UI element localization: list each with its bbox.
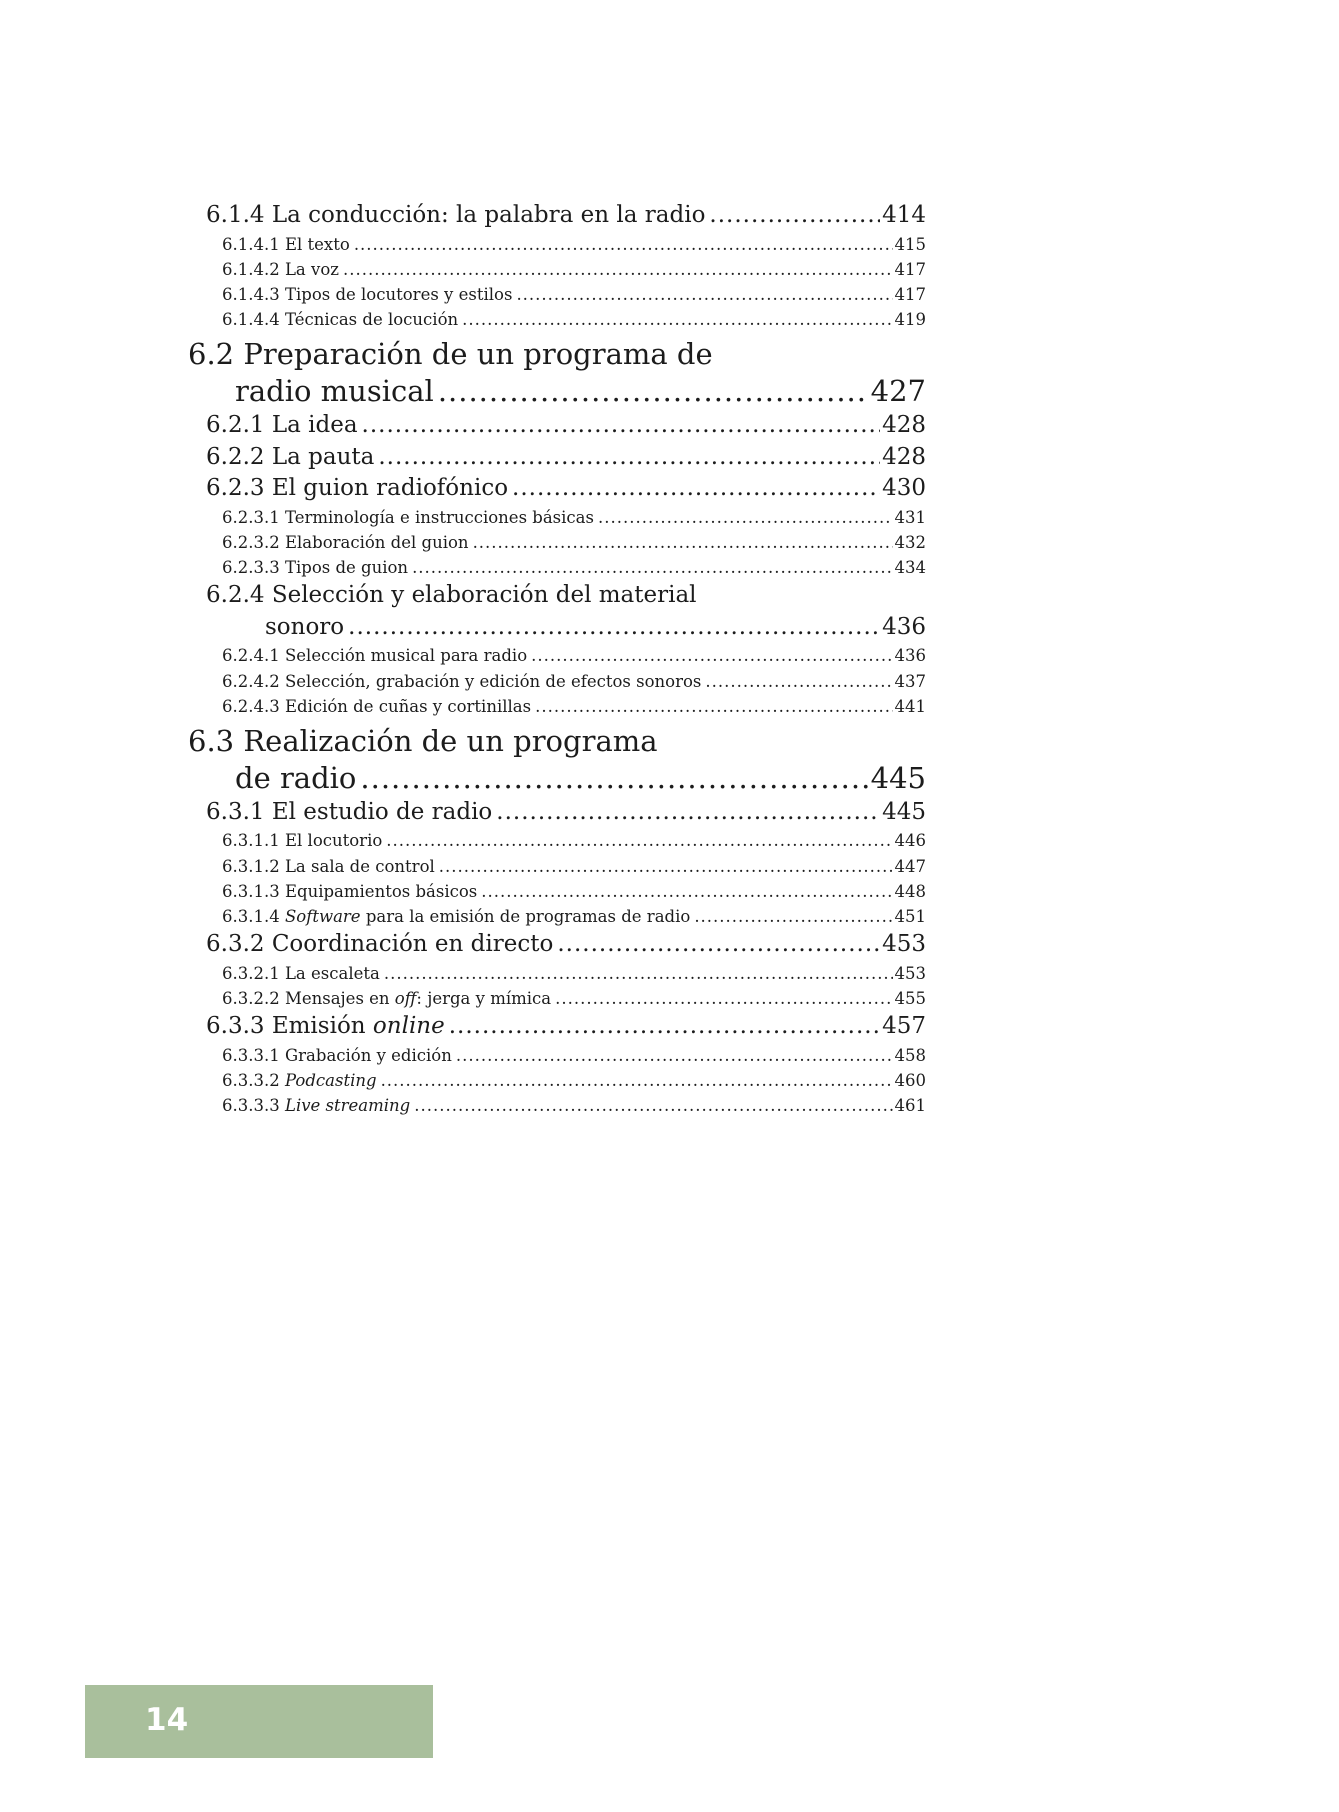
toc-entry[interactable] bbox=[188, 473, 926, 505]
toc-section-heading[interactable] bbox=[188, 723, 926, 797]
dot-leader bbox=[535, 694, 892, 719]
toc-entry-two-line[interactable] bbox=[188, 580, 926, 643]
toc-entry-title-pre: 6.3.2.2 Mensajes en bbox=[222, 988, 390, 1008]
dot-leader bbox=[384, 961, 893, 986]
toc-entry-italic-term: Live streaming bbox=[284, 1095, 411, 1115]
toc-entry[interactable] bbox=[188, 1043, 926, 1068]
toc-entry[interactable] bbox=[188, 694, 926, 719]
toc-entry-number: 6.3.3.3 bbox=[222, 1095, 280, 1115]
dot-leader bbox=[456, 1043, 893, 1068]
toc-entry[interactable] bbox=[188, 282, 926, 307]
toc-entry[interactable] bbox=[188, 879, 926, 904]
dot-leader bbox=[378, 442, 880, 474]
toc-entry-title: 6.1.4.4 Técnicas de locución bbox=[222, 310, 459, 330]
toc-entry[interactable] bbox=[188, 929, 926, 961]
dot-leader bbox=[343, 257, 893, 282]
toc-entry-page: 445 bbox=[882, 798, 926, 825]
toc-entry-title bbox=[222, 1068, 377, 1093]
toc-entry-title: 6.3.1.2 La sala de control bbox=[222, 856, 435, 876]
toc-entry[interactable] bbox=[188, 986, 926, 1011]
toc-entry[interactable] bbox=[188, 232, 926, 257]
toc-entry-page: 458 bbox=[894, 1045, 926, 1065]
dot-leader bbox=[381, 1068, 893, 1093]
dot-leader bbox=[705, 669, 892, 694]
toc-entry-title bbox=[206, 1011, 445, 1043]
toc-entry-page: 447 bbox=[894, 856, 926, 876]
dot-leader bbox=[362, 410, 881, 442]
toc-entry-italic-term: Podcasting bbox=[284, 1070, 377, 1090]
toc-entry[interactable] bbox=[188, 1011, 926, 1043]
toc-entry[interactable] bbox=[188, 307, 926, 332]
toc-entry[interactable] bbox=[188, 1093, 926, 1118]
toc-entry-title: 6.2.3.2 Elaboración del guion bbox=[222, 532, 469, 552]
toc-entry-title: 6.3.1.3 Equipamientos básicos bbox=[222, 881, 478, 901]
toc-entry-italic-term: online bbox=[372, 1013, 445, 1039]
toc-entry-number: 6.3.3.2 bbox=[222, 1070, 280, 1090]
toc-entry-title: 6.2.1 La idea bbox=[206, 412, 358, 439]
toc-entry-page: 453 bbox=[882, 931, 926, 958]
toc-entry[interactable] bbox=[188, 643, 926, 668]
toc-entry-page: 457 bbox=[882, 1013, 926, 1039]
dot-leader bbox=[348, 612, 880, 644]
toc-entry-page: 437 bbox=[894, 671, 926, 691]
toc-entry-page: 436 bbox=[894, 646, 926, 666]
toc-entry-page: 415 bbox=[894, 234, 926, 254]
toc-entry-page: 455 bbox=[894, 988, 926, 1008]
toc-entry[interactable] bbox=[188, 530, 926, 555]
toc-entry[interactable] bbox=[188, 904, 926, 929]
toc-entry-title: 6.2.4.3 Edición de cuñas y cortinillas bbox=[222, 696, 532, 716]
dot-leader bbox=[412, 555, 892, 580]
dot-leader bbox=[512, 473, 880, 505]
toc-entry-title: 6.2.4.2 Selección, grabación y edición de efectos sonoros bbox=[222, 671, 702, 691]
dot-leader bbox=[555, 986, 892, 1011]
dot-leader bbox=[462, 307, 892, 332]
dot-leader bbox=[516, 282, 892, 307]
page-number: 14 bbox=[145, 1702, 189, 1738]
toc-entry-page: 417 bbox=[894, 259, 926, 279]
toc-entry-title: 6.2.3.3 Tipos de guion bbox=[222, 558, 409, 578]
toc-entry-title: 6.2.3.1 Terminología e instrucciones básicas bbox=[222, 507, 594, 527]
dot-leader bbox=[386, 828, 892, 853]
toc-entry-title: 6.1.4.1 El texto bbox=[222, 234, 350, 254]
toc-entry-page: 417 bbox=[894, 284, 926, 304]
dot-leader bbox=[449, 1011, 880, 1043]
toc-entry[interactable] bbox=[188, 1068, 926, 1093]
toc-entry[interactable] bbox=[188, 854, 926, 879]
toc-entry-title-rest: para la emisión de programas de radio bbox=[365, 906, 691, 926]
toc-entry[interactable] bbox=[188, 257, 926, 282]
toc-entry-title-rest: : jerga y mímica bbox=[416, 988, 552, 1008]
toc-entry-title: 6.3.1.1 El locutorio bbox=[222, 831, 383, 851]
toc-entry-page: 460 bbox=[894, 1070, 926, 1090]
toc-entry[interactable] bbox=[188, 797, 926, 829]
toc-entry-page: 428 bbox=[882, 443, 926, 470]
toc-entry-title-line1: 6.2 Preparación de un programa de bbox=[188, 337, 713, 372]
toc-entry-title-line2: radio musical bbox=[235, 374, 434, 409]
toc-entry-page: 432 bbox=[894, 532, 926, 552]
toc-entry[interactable] bbox=[188, 200, 926, 232]
toc-entry-number: 6.3.1.4 bbox=[222, 906, 280, 926]
toc-entry-title: 6.1.4 La conducción: la palabra en la radio bbox=[206, 202, 706, 228]
dot-leader bbox=[439, 854, 893, 879]
dot-leader bbox=[598, 505, 893, 530]
toc-entry-page: 436 bbox=[882, 613, 926, 640]
toc-entry-title: 6.1.4.2 La voz bbox=[222, 259, 339, 279]
dot-leader bbox=[709, 200, 880, 232]
dot-leader bbox=[496, 797, 880, 829]
toc-entry[interactable] bbox=[188, 961, 926, 986]
toc-entry-title-line2-row bbox=[188, 373, 926, 410]
toc-entry-page: 414 bbox=[882, 202, 926, 228]
toc-entry-italic-term: Software bbox=[284, 906, 361, 926]
table-of-contents bbox=[188, 200, 926, 1118]
toc-entry-title: 6.3.2.1 La escaleta bbox=[222, 963, 380, 983]
toc-entry-title-line1: 6.2.4 Selección y elaboración del material bbox=[206, 582, 697, 609]
toc-entry-page: 451 bbox=[894, 906, 926, 926]
toc-entry-title bbox=[222, 986, 551, 1011]
toc-entry-page: 419 bbox=[894, 310, 926, 330]
toc-entry-page: 448 bbox=[894, 881, 926, 901]
dot-leader bbox=[354, 232, 893, 257]
toc-entry-title bbox=[222, 1093, 410, 1118]
toc-entry-title-line2-row bbox=[188, 760, 926, 797]
toc-entry[interactable] bbox=[188, 442, 926, 474]
toc-entry-page: 428 bbox=[882, 412, 926, 439]
toc-entry-title: 6.1.4.3 Tipos de locutores y estilos bbox=[222, 284, 513, 304]
toc-entry[interactable] bbox=[188, 669, 926, 694]
toc-entry-page: 431 bbox=[894, 507, 926, 527]
toc-entry-title: 6.2.3 El guion radiofónico bbox=[206, 475, 509, 502]
toc-entry-page: 434 bbox=[894, 558, 926, 578]
toc-entry-title: 6.3.1 El estudio de radio bbox=[206, 798, 493, 825]
toc-entry-title-line2: de radio bbox=[235, 760, 357, 795]
toc-entry-title: 6.2.4.1 Selección musical para radio bbox=[222, 646, 528, 666]
dot-leader bbox=[360, 760, 868, 797]
toc-entry-page: 427 bbox=[870, 374, 926, 409]
dot-leader bbox=[531, 643, 892, 668]
dot-leader bbox=[481, 879, 892, 904]
dot-leader bbox=[414, 1093, 892, 1118]
dot-leader bbox=[694, 904, 892, 929]
dot-leader bbox=[438, 373, 869, 410]
toc-entry-page: 461 bbox=[894, 1095, 926, 1115]
toc-entry-title: 6.3.2 Coordinación en directo bbox=[206, 931, 554, 958]
toc-entry[interactable] bbox=[188, 828, 926, 853]
toc-entry-page: 453 bbox=[894, 963, 926, 983]
page-number-box bbox=[85, 1685, 433, 1758]
toc-entry-title-line2: sonoro bbox=[265, 613, 345, 640]
toc-entry-title bbox=[222, 904, 690, 929]
toc-entry[interactable] bbox=[188, 505, 926, 530]
toc-entry-title: 6.3.3.1 Grabación y edición bbox=[222, 1045, 452, 1065]
dot-leader bbox=[557, 929, 880, 961]
toc-entry[interactable] bbox=[188, 410, 926, 442]
toc-entry-title-line2-row bbox=[188, 612, 926, 644]
toc-section-heading[interactable] bbox=[188, 336, 926, 410]
dot-leader bbox=[473, 530, 893, 555]
toc-entry-page: 441 bbox=[894, 696, 926, 716]
toc-entry-page: 430 bbox=[882, 475, 926, 502]
toc-entry-italic-term: off bbox=[394, 988, 417, 1008]
toc-entry-title-line1: 6.3 Realización de un programa bbox=[188, 723, 658, 758]
toc-entry-title: 6.2.2 La pauta bbox=[206, 443, 375, 470]
toc-entry-title-pre: 6.3.3 Emisión bbox=[206, 1013, 366, 1039]
toc-entry-page: 446 bbox=[894, 831, 926, 851]
toc-entry-page: 445 bbox=[870, 760, 926, 795]
toc-entry[interactable] bbox=[188, 555, 926, 580]
